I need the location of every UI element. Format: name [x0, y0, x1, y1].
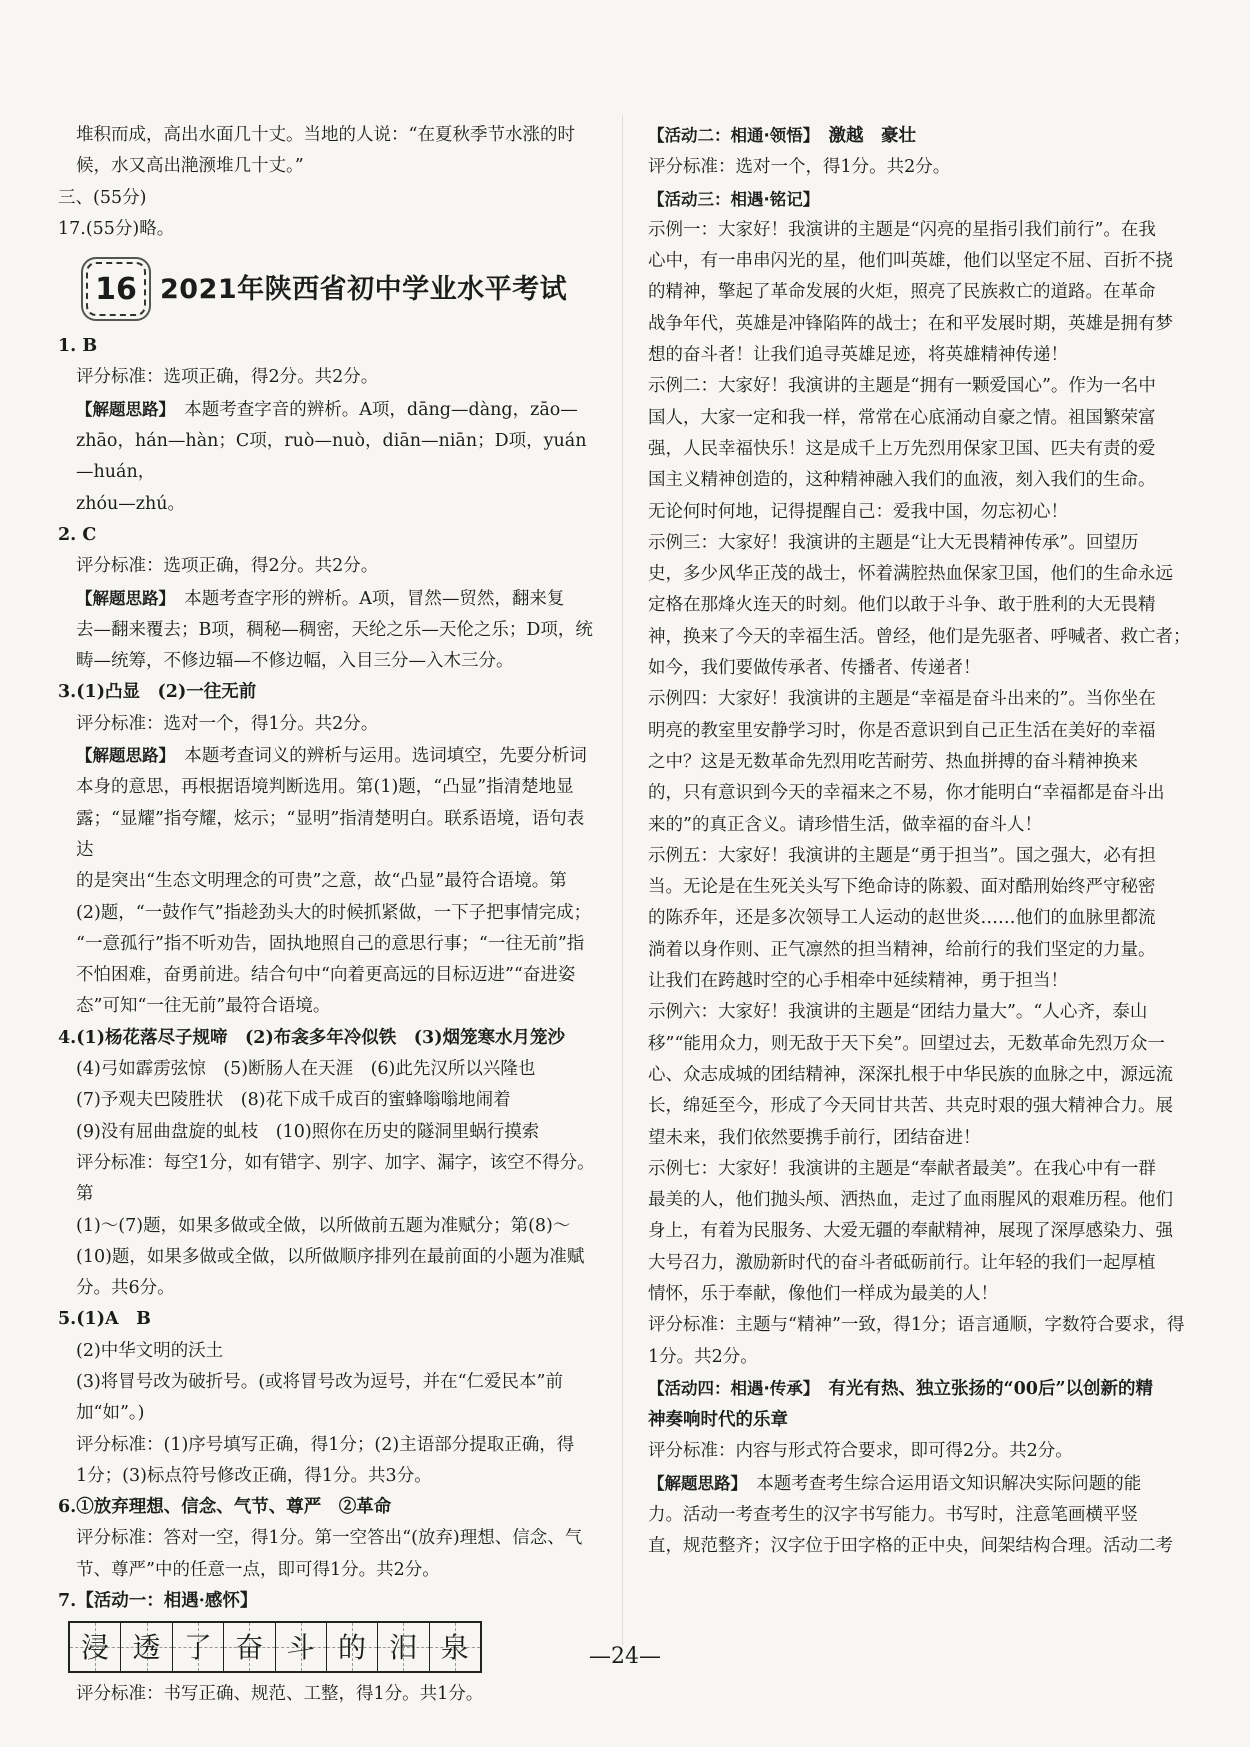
grid-char: 汨	[389, 1630, 418, 1664]
example-line: 国人，大家一定和我一样，常常在心底涌动自豪之情。祖国繁荣富	[648, 407, 1156, 428]
activity2	[648, 120, 1193, 152]
example-line: 来的”的真正含义。请珍惜生活，做幸福的奋斗人！	[648, 814, 1042, 835]
example-line: 淌着以身作则、正气凛然的担当精神，给前行的我们坚定的力量。	[648, 939, 1156, 960]
analysis	[648, 1468, 1193, 1500]
q5-line: (2)中华文明的沃土	[76, 1340, 224, 1361]
analysis-text: 本题考查考生综合运用语文知识解决实际问题的能	[756, 1473, 1142, 1494]
right-column	[648, 120, 1193, 1563]
q5-score-line: 1分；(3)标点符号修改正确，得1分。共3分。	[76, 1465, 432, 1486]
example-line: 无论何时何地，记得提醒自己：爱我中国，勿忘初心！	[648, 501, 1068, 522]
intro-line: 堆积而成，高出水面几十丈。当地的人说：“在夏秋季节水涨的时	[76, 125, 575, 145]
example-line: 大号召力，激励新时代的奋斗者砥砺前行。让年轻的我们一起厚植	[648, 1252, 1156, 1273]
example-line: 示例七：大家好！我演讲的主题是“奉献者最美”。在我心中有一群	[648, 1158, 1156, 1179]
example-line: 心、众志成城的团结精神，深深扎根于中华民族的血脉之中，源远流	[648, 1064, 1173, 1085]
q3-line: 不怕困难，奋勇前进。结合句中“向着更高远的目标迈进”“奋进姿	[76, 965, 576, 986]
example-line: 示例六：大家好！我演讲的主题是“团结力量大”。“人心齐，泰山	[648, 1002, 1148, 1023]
grid-char: 透	[132, 1630, 161, 1664]
q2-answer: 2. C	[58, 524, 97, 545]
grid-char: 了	[183, 1630, 212, 1664]
example-line: 国主义精神创造的，这种精神融入我们的血液，刻入我们的生命。	[648, 470, 1156, 491]
q5-line: 5.(1)A B	[58, 1309, 151, 1330]
example-line: 示例四：大家好！我演讲的主题是“幸福是奋斗出来的”。当你坐在	[648, 689, 1156, 710]
example-line: 的，只有意识到今天的幸福来之不易，你才能明白“幸福都是奋斗出	[648, 783, 1165, 804]
q3-line: “一意孤行”指不听劝告，固执地照自己的意思行事；“一往无前”指	[76, 933, 585, 954]
q5-score: 评分标准：(1)序号填写正确，得1分；(2)主语部分提取正确，得	[76, 1434, 575, 1455]
analysis-tag: 【解题思路】	[76, 746, 167, 766]
q3-line: 的是突出“生态文明理念的可贵”之意，故“凸显”最符合语境。第	[76, 871, 567, 892]
example-line: 示例一：大家好！我演讲的主题是“闪亮的星指引我们前行”。在我	[648, 219, 1156, 240]
intro-line: 候，水又高出滟滪堆几十丈。”	[76, 156, 304, 177]
activity4-line: 神奏响时代的乐章	[648, 1410, 788, 1431]
q5-line: 加“如”。)	[76, 1403, 145, 1424]
q2-line: 去—翻来覆去；B项，稠秘—稠密，天纶之乐—天伦之乐；D项，统	[76, 619, 593, 640]
activity4-answer: 有光有热、独立张扬的“00后”以创新的精	[828, 1378, 1154, 1399]
q4-score-line: 分。共6分。	[76, 1278, 175, 1299]
example-line: 的陈乔年，还是多次领导工人运动的赵世炎……他们的血脉里都流	[648, 908, 1156, 929]
q7-score: 评分标准：书写正确、规范、工整，得1分。共1分。	[76, 1684, 484, 1705]
example-line: 最美的人，他们抛头颅、洒热血，走过了血雨腥风的艰难历程。他们	[648, 1190, 1173, 1211]
q3-score: 评分标准：选对一个，得1分。共2分。	[76, 713, 379, 734]
activity2-answer: 激越 豪壮	[828, 126, 917, 146]
example-line: 战争年代，英雄是冲锋陷阵的战士；在和平发展时期，英雄是拥有梦	[648, 313, 1173, 334]
grid-char: 斗	[286, 1630, 315, 1664]
example-line: 定格在那烽火连天的时刻。他们以敢于斗争、敢于胜利的大无畏精	[648, 595, 1156, 616]
example-line: 史，多少风华正茂的战士，怀着满腔热血保家卫国，他们的生命永远	[648, 564, 1173, 585]
example-line: 之中？这是无数革命先烈用吃苦耐劳、热血拼搏的奋斗精神换来	[648, 751, 1138, 772]
q1-line: zhóu—zhú。	[76, 493, 186, 514]
grid-char: 泉	[440, 1630, 469, 1664]
q5-line: (3)将冒号改为破折号。(或将冒号改为逗号，并在“仁爱民本”前	[76, 1371, 564, 1392]
example-line: 让我们在跨越时空的心手相牵中延续精神，勇于担当！	[648, 971, 1068, 992]
q17: 17.(55分)略。	[58, 218, 175, 239]
example-line: 示例二：大家好！我演讲的主题是“拥有一颗爱国心”。作为一名中	[648, 376, 1156, 397]
analysis-tag: 【解题思路】	[648, 1473, 739, 1493]
q4-line: (9)没有屈曲盘旋的虬枝 (10)照你在历史的隧洞里蜗行摸索	[76, 1121, 540, 1142]
analysis-text: 本题考查字形的辨析。A项，冒然—贸然，翻来复	[184, 588, 565, 609]
examples-score: 评分标准：主题与“精神”一致，得1分；语言通顺，字数符合要求，得	[648, 1315, 1185, 1336]
q4-line: (7)予观夫巴陵胜状 (8)花下成千成百的蜜蜂嗡嗡地闹着	[76, 1090, 511, 1111]
column-divider	[622, 115, 623, 1645]
exam-title: 2021年陕西省初中学业水平考试	[160, 273, 568, 305]
q1-analysis	[58, 394, 598, 426]
example-line: 想的奋斗者！让我们追寻英雄足迹，将英雄精神传递！	[648, 345, 1068, 366]
example-line: 示例五：大家好！我演讲的主题是“勇于担当”。国之强大，必有担	[648, 845, 1156, 866]
example-line: 神，换来了今天的幸福生活。曾经，他们是先驱者、呼喊者、救亡者；	[648, 626, 1191, 647]
example-line: 移”“能用众力，则无敌于天下矣”。回望过去，无数革命先烈万众一	[648, 1033, 1165, 1054]
grid-char: 浸	[81, 1630, 110, 1664]
q4-score-line: (1)～(7)题，如果多做或全做，以所做前五题为准赋分；第(8)～	[76, 1215, 571, 1236]
activity4-score: 评分标准：内容与形式符合要求，即可得2分。共2分。	[648, 1441, 1073, 1462]
activity3-tag: 【活动三：相遇·铭记】	[648, 189, 820, 209]
example-line: 长，绵延至今，形成了今天同甘共苦、共克时艰的强大精神合力。展	[648, 1096, 1173, 1117]
q1-answer: 1. B	[58, 336, 98, 357]
example-line: 当。无论是在生死关头写下绝命诗的陈毅、面对酷刑始终严守秘密	[648, 877, 1156, 898]
q6-score-line: 节、尊严”中的任意一点，即可得1分。共2分。	[76, 1559, 440, 1580]
example-line: 如今，我们要做传承者、传播者、传递者！	[648, 658, 981, 679]
analysis-line: 直，规范整齐；汉字位于田字格的正中央，间架结构合理。活动二考	[648, 1536, 1173, 1557]
q3-line: 态”可知“一往无前”最符合语境。	[76, 996, 331, 1017]
activity2-tag: 【活动二：相通·领悟】	[648, 126, 812, 145]
activity2-score: 评分标准：选对一个，得1分。共2分。	[648, 157, 951, 178]
q6-answer: 6.①放弃理想、信念、气节、尊严 ②革命	[58, 1497, 392, 1518]
q4-score-line: (10)题，如果多做或全做，以所做顺序排列在最前面的小题为准赋	[76, 1246, 585, 1267]
page-number: —24—	[589, 1644, 661, 1669]
q4-line: (4)弓如霹雳弦惊 (5)断肠人在天涯 (6)此先汉所以兴隆也	[76, 1059, 536, 1080]
exam-header	[86, 251, 598, 327]
analysis-text: 本题考查词义的辨析与运用。选词填空，先要分析词	[184, 746, 587, 767]
q3-answer: 3.(1)凸显 (2)一往无前	[58, 682, 257, 703]
example-line: 明亮的教室里安静学习时，你是否意识到自己正生活在美好的幸福	[648, 720, 1156, 741]
analysis-line: 力。活动一考查考生的汉字书写能力。书写时，注意笔画横平竖	[648, 1505, 1138, 1526]
q4-line: 4.(1)杨花落尽子规啼 (2)布衾多年冷似铁 (3)烟笼寒水月笼沙	[58, 1027, 565, 1048]
q6-score: 评分标准：答对一空，得1分。第一空答出“(放弃)理想、信念、气	[76, 1528, 583, 1549]
activity4	[648, 1373, 1193, 1405]
example-line: 情怀，乐于奉献，像他们一样成为最美的人！	[648, 1283, 998, 1304]
q3-analysis	[58, 740, 598, 772]
grid-char: 的	[338, 1630, 367, 1664]
q3-line: 露；“显耀”指夸耀，炫示；“显明”指清楚明白。联系语境，语句表达	[76, 808, 585, 860]
analysis-text: 本题考查字音的辨析。A项，dāng—dàng，zāo—	[184, 399, 578, 420]
activity4-tag: 【活动四：相遇·传承】	[648, 1378, 812, 1398]
exam-number-badge: 16	[86, 262, 146, 316]
example-line: 示例三：大家好！我演讲的主题是“让大无畏精神传承”。回望历	[648, 532, 1139, 553]
example-line: 望未来，我们依然要携手前行，团结奋进！	[648, 1127, 981, 1148]
example-line: 的精神，擎起了革命发展的火炬，照亮了民族救亡的道路。在革命	[648, 282, 1156, 303]
analysis-tag: 【解题思路】	[76, 399, 167, 419]
grid-char: 奋	[235, 1630, 264, 1664]
example-line: 强，人民幸福快乐！这是成千上万先烈用保家卫国、匹夫有责的爱	[648, 438, 1156, 459]
left-column	[58, 120, 598, 1711]
q7-activity: 7.【活动一：相遇·感怀】	[58, 1591, 258, 1612]
example-line: 心中，有一串串闪光的星，他们叫英雄，他们以坚定不屈、百折不挠	[648, 251, 1173, 272]
q4-score: 评分标准：每空1分，如有错字、别字、加字、漏字，该空不得分。第	[76, 1152, 595, 1205]
analysis-tag: 【解题思路】	[76, 588, 167, 608]
section-three: 三、(55分)	[58, 187, 147, 208]
example-line: 身上，有着为民服务、大爱无疆的奉献精神，展现了深厚感染力、强	[648, 1221, 1173, 1242]
q3-line: (2)题，“一鼓作气”指趁劲头大的时候抓紧做，一下子把事情完成；	[76, 902, 592, 923]
q1-score: 评分标准：选项正确，得2分。共2分。	[76, 367, 379, 388]
q2-line: 畴—统筹，不修边辐—不修边幅，入目三分—入木三分。	[76, 651, 514, 672]
q3-line: 本身的意思，再根据语境判断选用。第(1)题，“凸显”指清楚地显	[76, 777, 574, 798]
q2-score: 评分标准：选项正确，得2分。共2分。	[76, 556, 379, 577]
q2-analysis	[58, 583, 598, 615]
q1-line: zhāo，hán—hàn；C项，ruò—nuò，diān—niān；D项，yuán—huán，	[76, 431, 587, 483]
examples-score-line: 1分。共2分。	[648, 1346, 758, 1367]
